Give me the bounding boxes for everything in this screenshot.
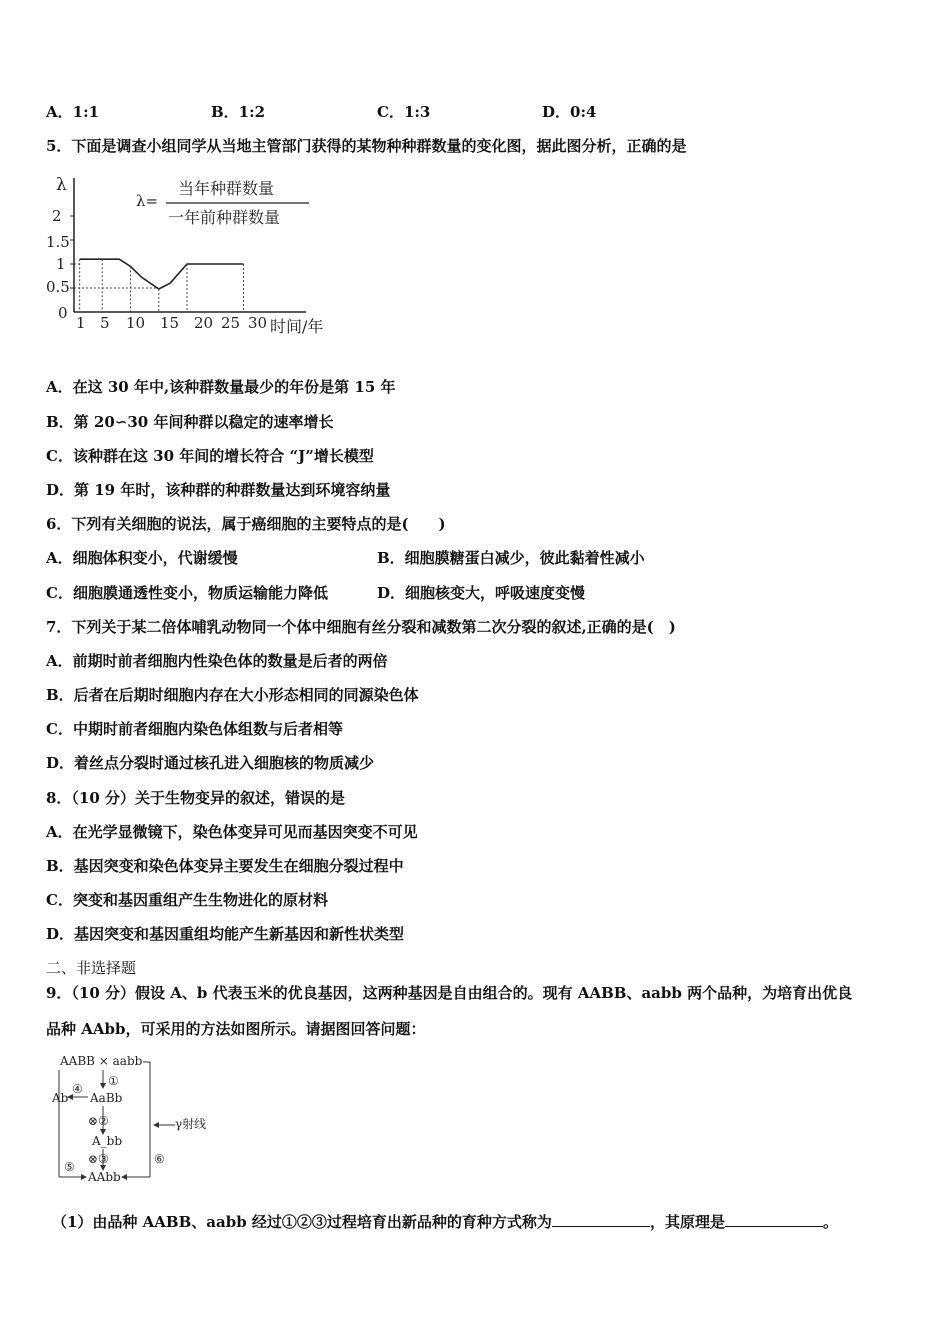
q9-stem-line2: 品种 AAbb，可采用的方法如图所示。请据图回答问题： [46,1020,426,1038]
q6-option-c: C．细胞膜通透性变小，物质运输能力降低 [46,584,328,602]
y-axis-label: λ [56,175,67,195]
y-tick-2: 2 [52,207,62,225]
answer-blank-2[interactable] [725,1212,823,1227]
step-6: ⑥ [154,1152,165,1166]
q7-option-a: A．前期时前者细胞内性染色体的数量是后者的两倍 [46,652,388,670]
q5-lambda-chart [44,170,344,346]
x-tick-30: 30 [248,314,268,332]
section-heading: 二、非选择题 [46,959,137,977]
q4-option-a: A．1:1 [46,103,100,121]
x-tick-15: 15 [160,314,180,332]
q9-sub1-text-b: ，其原理是 [649,1213,725,1231]
x-tick-1: 1 [76,314,86,332]
step-2: ⊗② [88,1114,109,1128]
q8-option-b: B．基因突变和染色体变异主要发生在细胞分裂过程中 [46,857,404,875]
q9-sub1 [52,1212,838,1232]
q4-option-b: B．1:2 [211,103,266,121]
q8-option-a: A．在光学显微镜下，染色体变异可见而基因突变不可见 [46,823,418,841]
q9-sub1-text-a: （1）由品种 AABB、aabb 经过①②③过程培育出新品种的育种方式称为 [52,1213,552,1231]
y-tick-0: 0 [58,304,68,322]
x-tick-5: 5 [100,314,110,332]
q5-stem: 5．下面是调查小组同学从当地主管部门获得的某物种种群数量的变化图，据此图分析，正确的是 [46,137,687,155]
q6-stem: 6．下列有关细胞的说法，属于癌细胞的主要特点的是( ) [46,515,446,533]
x-tick-25: 25 [221,314,241,332]
gamma-ray: γ射线 [175,1117,207,1131]
q7-option-d: D．着丝点分裂时通过核孔进入细胞核的物质减少 [46,754,375,772]
y-tick-1: 1 [56,255,66,273]
lambda-series-line [80,259,244,289]
q8-option-d: D．基因突变和基因重组均能产生新基因和新性状类型 [46,925,405,943]
q4-option-c: C．1:3 [377,103,431,121]
q4-option-d: D．0:4 [542,103,597,121]
q9-stem-line1: 9．（10 分）假设 A、b 代表玉米的优良基因，这两种基因是自由组合的。现有 AABB、aabb 两个品种，为培育出优良 [46,984,853,1002]
step-3: ⊗③ [88,1152,109,1166]
formula-lhs: λ= [136,192,159,210]
x-tick-20: 20 [194,314,214,332]
q5-option-d: D．第 19 年时，该种群的种群数量达到环境容纳量 [46,481,391,499]
x-tick-10: 10 [126,314,146,332]
q8-option-c: C．突变和基因重组产生生物进化的原材料 [46,891,328,909]
q9-sub1-text-c: 。 [822,1213,838,1231]
q6-option-a: A．细胞体积变小，代谢缓慢 [46,549,238,567]
x-axis-label: 时间/年 [270,317,324,336]
q7-option-c: C．中期时前者细胞内染色体组数与后者相等 [46,720,343,738]
q7-option-b: B．后者在后期时细胞内存在大小形态相同的同源染色体 [46,686,419,704]
a-bb: A_bb [92,1134,123,1148]
y-tick-1.5: 1.5 [46,233,70,251]
q5-option-b: B．第 20∽30 年间种群以稳定的速率增长 [46,413,334,431]
q9-breeding-diagram [50,1050,220,1185]
q5-option-a: A．在这 30 年中,该种群数量最少的年份是第 15 年 [46,378,396,396]
q8-stem: 8．（10 分）关于生物变异的叙述，错误的是 [46,789,346,807]
q7-stem: 7．下列关于某二倍体哺乳动物同一个体中细胞有丝分裂和减数第二次分裂的叙述,正确的是( ) [46,618,676,636]
formula-numerator: 当年种群数量 [178,179,275,198]
q5-option-c: C．该种群在这 30 年间的增长符合 “J”增长模型 [46,447,374,465]
f1: AaBb [90,1091,123,1105]
q6-option-b: B．细胞膜糖蛋白减少，彼此黏着性减小 [377,549,645,567]
q6-option-d: D．细胞核变大，呼吸速度变慢 [377,584,586,602]
step-4: ④ [72,1082,83,1096]
formula-denominator: 一年前种群数量 [168,208,281,227]
ab-haploid: Ab [52,1091,69,1105]
answer-blank-1[interactable] [552,1212,650,1227]
step-1: ① [108,1074,119,1088]
result: AAbb [88,1170,121,1184]
parents: AABB × aabb [60,1054,143,1068]
y-tick-0.5: 0.5 [46,278,70,296]
step-5: ⑤ [64,1160,75,1174]
